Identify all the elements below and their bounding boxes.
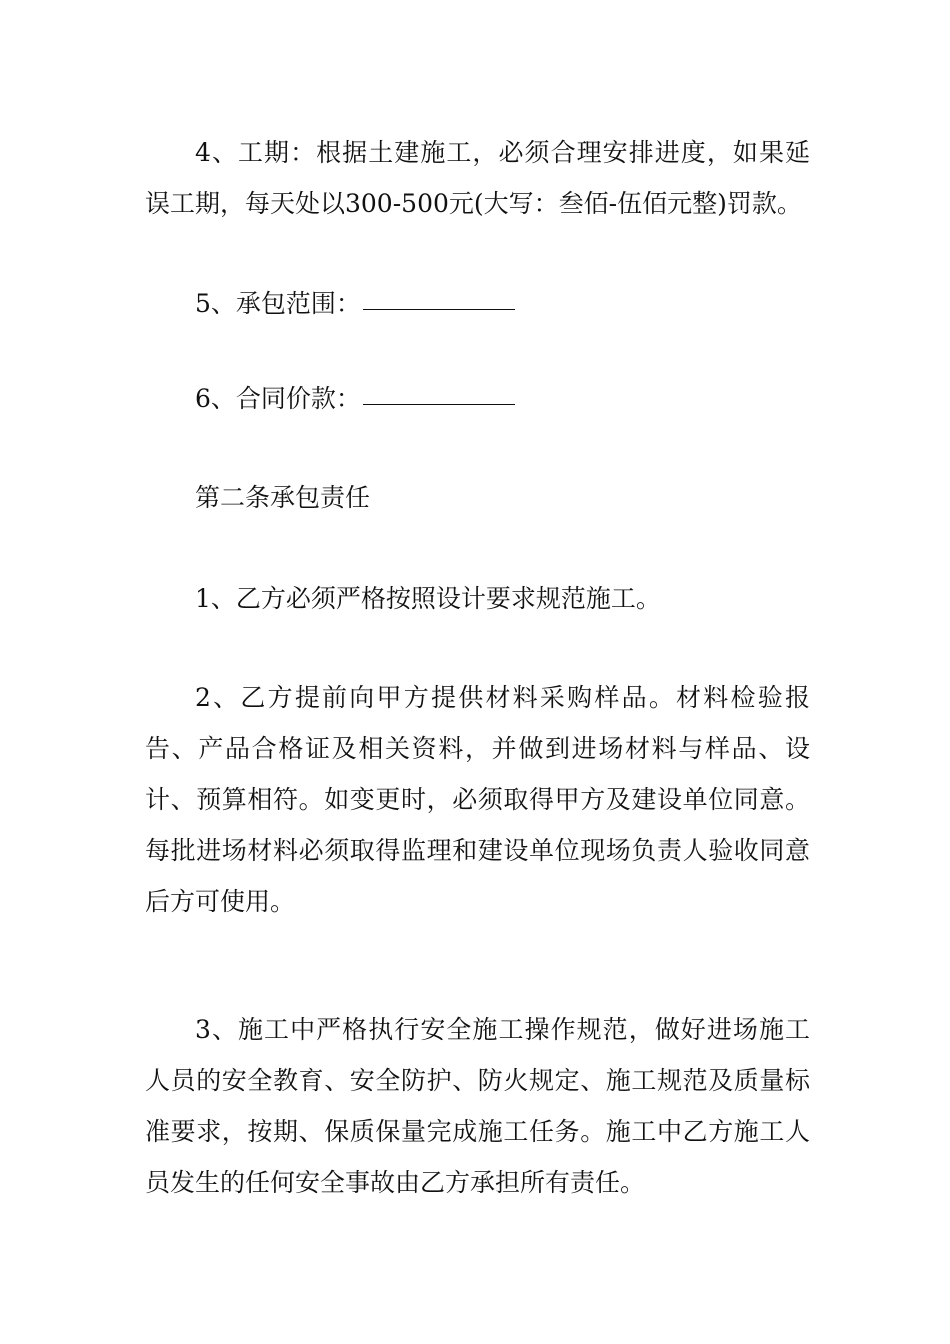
clause-4-duration: 4、工期：根据土建施工，必须合理安排进度，如果延误工期，每天处以300-500元(大写：叁佰-伍佰元整)罚款。 (145, 138, 810, 218)
responsibility-2: 2、乙方提前向甲方提供材料采购样品。材料检验报告、产品合格证及相关资料，并做到进场材料与样品、设计、预算相符。如变更时，必须取得甲方及建设单位同意。每批进场材料必须取得监理和建设单位现场负责人验收同意后方可使用。 (145, 683, 810, 916)
clause-5-label: 5、承包范围： (195, 289, 361, 318)
price-blank-field (363, 404, 515, 405)
section-2-heading: 第二条承包责任 (195, 483, 371, 512)
clause-6-price (195, 379, 515, 419)
clause-6-label: 6、合同价款： (195, 384, 361, 413)
responsibility-3: 3、施工中严格执行安全施工操作规范，做好进场施工人员的安全教育、安全防护、防火规定、施工规范及质量标准要求，按期、保质保量完成施工任务。施工中乙方施工人员发生的任何安全事故由乙方承担所有责任。 (145, 1015, 810, 1197)
scope-blank-field (363, 309, 515, 310)
clause-5-scope (195, 284, 515, 324)
responsibility-1: 1、乙方必须严格按照设计要求规范施工。 (195, 584, 661, 613)
